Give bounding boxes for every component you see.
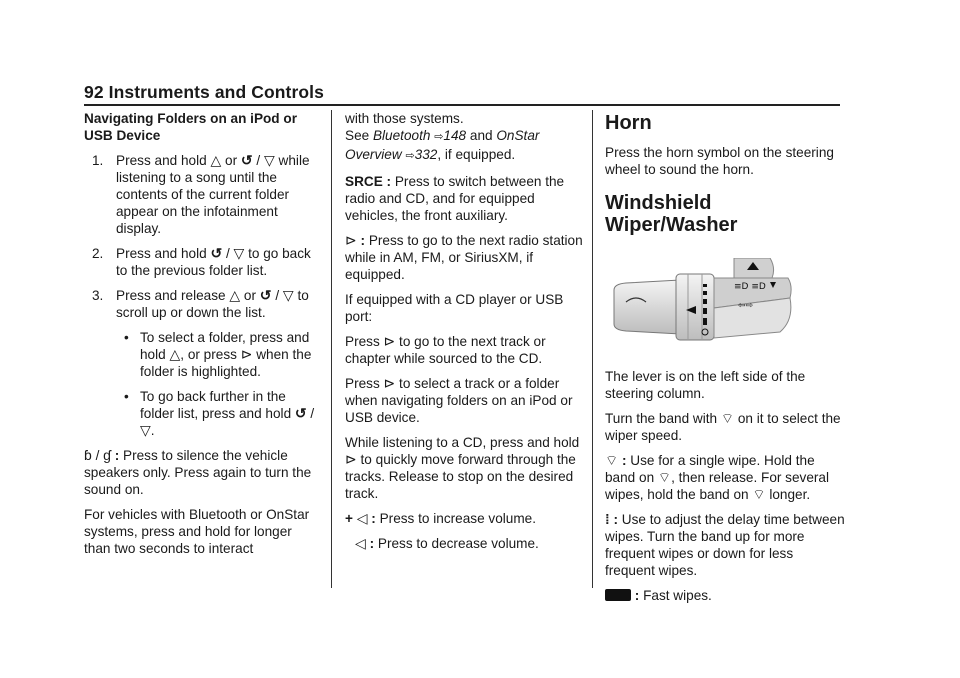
page-title: 92 Instruments and Controls <box>84 82 324 102</box>
column-divider <box>592 110 593 588</box>
section-heading: Navigating Folders on an iPod or USB Device <box>84 111 297 143</box>
triangle-down-icon: ▽ <box>282 287 294 303</box>
mute-icon: ɓ <box>84 447 92 463</box>
triangle-down-icon: ▽ <box>233 245 245 261</box>
triangle-up-icon: △ <box>210 152 222 168</box>
wiper-icon: ⌔ <box>657 469 672 485</box>
wiper-heading: Windshield Wiper/Washer <box>605 192 738 236</box>
triangle-up-icon: △ <box>169 346 181 362</box>
delay-icon: ⁞ <box>605 511 610 527</box>
select-track-paragraph: Press ⊳ to select a track or a folder when navigating folders on an iPod or USB device. <box>345 375 573 425</box>
skip-icon: ↺ <box>210 245 223 261</box>
horn-heading: Horn <box>605 112 652 134</box>
fast-forward-paragraph: While listening to a CD, press and hold ⊳ to quickly move forward through the tracks. Release to stop on the desired track. <box>345 435 580 501</box>
bullet-item: • To select a folder, press and hold △, or press ⊳ when the folder is highlighted. <box>124 330 312 379</box>
band-paragraph: Turn the band with ⌔ on it to select the wiper speed. <box>605 410 841 443</box>
arrow-ref-icon: ⇨ <box>405 150 415 162</box>
volume-down-paragraph: ◁ : Press to decrease volume. <box>355 535 539 551</box>
single-wipe-paragraph: ⌔ : Use for a single wipe. Hold the band on ⌔, then release. For several wipes, hold the band on ⌔ longer. <box>605 452 830 502</box>
delay-paragraph: ⁞ : Use to adjust the delay time between wipes. Turn the band up for more frequent wipes or down for less frequent wipes. <box>605 511 845 578</box>
arrow-ref-icon: ⇨ <box>434 131 444 143</box>
wiper-lever-illustration <box>610 258 800 350</box>
fast-wipe-icon <box>605 589 631 601</box>
step-1: 1. Press and hold △ or ↺ / ▽ while listening to a song until the contents of the current folder appear on the infotainment display. <box>92 152 310 236</box>
column-middle <box>345 110 585 560</box>
bullet-item: • To go back further in the folder list, press and hold ↺ / ▽. <box>124 389 315 438</box>
volume-icon: ◁ <box>355 535 366 551</box>
column-left <box>84 110 316 565</box>
bluetooth-paragraph: For vehicles with Bluetooth or OnStar systems, press and hold for longer than two seconds to interact <box>84 507 310 556</box>
wiper-icon: ⌔ <box>720 410 735 426</box>
lever-paragraph: The lever is on the left side of the steering column. <box>605 369 806 401</box>
skip-icon: ↺ <box>240 152 253 168</box>
volume-up-paragraph: + ◁ : Press to increase volume. <box>345 510 537 526</box>
next-icon: ⊳ <box>383 333 396 349</box>
next-icon: ⊳ <box>345 232 357 248</box>
step-3: 3. Press and release △ or ↺ / ▽ to scroll up or down the list. <box>92 287 309 320</box>
horn-paragraph: Press the horn symbol on the steering wheel to sound the horn. <box>605 145 834 177</box>
triangle-up-icon: △ <box>229 287 241 303</box>
wiper-icon: ⌔ <box>605 452 619 468</box>
reference-paragraph: with those systems. See Bluetooth ⇨148 and OnStar Overview ⇨332, if equipped. <box>345 111 540 162</box>
srce-paragraph: SRCE : Press to switch between the radio and CD, and for equipped vehicles, the front auxiliary. <box>345 174 565 223</box>
wiper-icon: ⌔ <box>752 486 766 502</box>
step-2: 2. Press and hold ↺ / ▽ to go back to the previous folder list. <box>92 245 311 278</box>
next-track-paragraph: Press ⊳ to go to the next track or chapter while sourced to the CD. <box>345 333 546 366</box>
next-icon: ⊳ <box>383 375 396 391</box>
fast-wipe-paragraph: : Fast wipes. <box>605 587 845 604</box>
next-icon: ⊳ <box>345 451 357 467</box>
mute-alt-icon: ɠ <box>103 447 111 463</box>
volume-icon: ◁ <box>356 510 368 526</box>
mute-paragraph: ɓ / ɠ : Press to silence the vehicle speakers only. Press again to turn the sound on. <box>84 447 312 497</box>
wiper-lever-diagram <box>610 258 800 350</box>
triangle-down-icon: ▽ <box>140 422 151 438</box>
svg-text:≡D ≡D: ≡D ≡D <box>734 282 766 292</box>
triangle-down-icon: ▽ <box>263 152 275 168</box>
column-right <box>605 110 845 612</box>
svg-text:⇦⇨: ⇦⇨ <box>738 301 754 311</box>
skip-icon: ↺ <box>259 287 272 303</box>
header-rule <box>84 104 840 106</box>
column-divider <box>331 110 332 588</box>
next-station-paragraph: ⊳ : Press to go to the next radio station while in AM, FM, or SiriusXM, if equipped. <box>345 232 583 282</box>
page-header <box>84 82 840 103</box>
skip-icon: ↺ <box>294 405 307 421</box>
cd-intro: If equipped with a CD player or USB port: <box>345 292 564 324</box>
next-icon: ⊳ <box>240 346 253 362</box>
